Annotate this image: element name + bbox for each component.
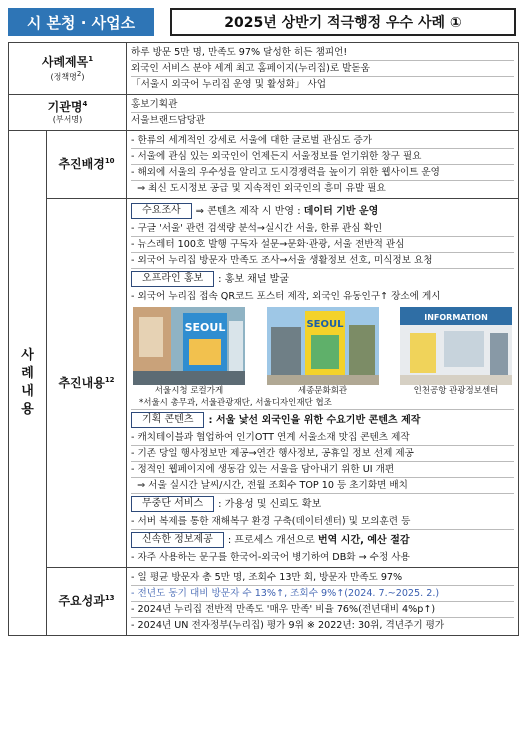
poster-photo-incheon-airport [400,307,512,385]
uninterrupted-heading: 무중단 서비스 : 가용성 및 신뢰도 확보 [131,494,514,514]
org-label: 기관명$^4$ (부서명) [9,95,127,131]
case-table [8,42,519,636]
content-label: 추진내용$^{12}$ [47,199,127,568]
photo-card [133,307,245,397]
planning-line: - 캐치테이블과 협업하여 인기OTT 연계 서울소재 맛집 콘텐츠 제작 [131,430,514,446]
header-title: 2025년 상반기 적극행정 우수 사례 ① [170,8,516,36]
results-line-highlight: - 전년도 동기 대비 방문자 수 13%↑, 조회수 9%↑(2024. 7.~2025. 2.) [131,586,514,602]
header-category: 시 본청 · 사업소 [8,8,154,36]
svg-text:SEOUL: SEOUL [184,321,226,334]
results-line: - 2024년 UN 전자정부(누리집) 평가 9위 ※ 2022년: 30위, 격년주기 평가 [131,620,445,631]
offline-heading: 오프라인 홍보 : 홍보 채널 발굴 [131,269,514,289]
results-label: 주요성과$^{13}$ [47,568,127,636]
photo-row [131,304,514,397]
case-title-line: 외국인 서비스 분야 세계 최고 홈페이지(누리집)로 발돋움 [131,61,514,77]
photo-card [400,307,512,397]
background-line: - 서울에 관심 있는 외국인이 언제든지 서울정보를 얻기위한 창구 필요 [131,149,514,165]
results-line: - 2024년 누리집 전반적 만족도 '매우 만족' 비율 76%(전년대비 4%p↑) [131,602,514,618]
uninterrupted-line: - 서버 복제를 통한 재해복구 환경 구축(데이터센터) 및 모의훈련 등 [131,514,514,530]
content-body [127,199,519,568]
case-title-line: 하루 방문 5만 명, 만족도 97% 달성한 히든 챔피언! [131,45,514,61]
photo-note: *서울시 총무과, 서울관광재단, 서울디자인재단 협조 [139,398,332,408]
offline-line: - 외국어 누리집 접속 QR코드 포스터 제작, 외국인 유동인구↑ 장소에 게시 [131,291,441,302]
planning-heading: 기획 콘텐츠 : 서울 낯선 외국인을 위한 수요기반 콘텐츠 제작 [131,409,514,430]
case-title-content [127,43,519,95]
svg-text:SEOUL: SEOUL [305,319,344,330]
background-line: - 해외에 서울의 우수성을 알리고 도시경쟁력을 높이기 위한 웹사이트 운영 [131,165,514,181]
case-title-label: 사례제목$^1$ (정책명$^2$) [9,43,127,95]
planning-line: - 기존 당일 행사정보만 제공→연간 행사정보, 공휴일 정보 선제 제공 [131,446,514,462]
photo-caption: 서울시청 로컬가게 [154,386,224,396]
background-content [127,131,519,199]
background-label: 추진배경$^{10}$ [47,131,127,199]
case-title-line: 「서울시 외국어 누리집 운영 및 활성화」 사업 [131,79,327,90]
background-line: - 한류의 세계적인 강세로 서울에 대한 글로벌 관심도 증가 [131,133,514,149]
offline-tag: 오프라인 홍보 [131,271,214,287]
planning-line: - 정적인 웹페이지에 생동감 있는 서울을 담아내기 위한 UI 개편 [131,462,514,478]
research-line: - 구글 '서울' 관련 검색량 분석→실시간 서울, 한류 관심 확인 [131,221,514,237]
case-content-side-label: 사 례 내 용 [9,131,47,636]
photo-caption: 인천공항 관광정보센터 [413,386,499,396]
research-line: - 뉴스레터 100호 발행 구독자 설문→문화·관광, 서울 전반적 관심 [131,237,514,253]
research-heading: 수요조사 ⇒ 콘텐츠 제작 시 반영 : 데이터 기반 운영 [131,201,514,221]
org-line: 서울브랜드담당관 [131,115,206,126]
poster-photo-city-hall [133,307,245,385]
research-tag: 수요조사 [131,203,192,219]
rapid-tag: 신속한 정보제공 [131,532,224,548]
rapid-line: - 자주 사용하는 문구를 한국어-외국어 병기하여 DB화 → 수정 사용 [131,552,410,563]
research-line: - 외국어 누리집 방문자 만족도 조사→서울 생활정보 선호, 미식정보 요청 [131,253,514,269]
results-line: - 일 평균 방문자 총 5만 명, 조회수 13만 회, 방문자 만족도 97% [131,570,514,586]
rapid-heading: 신속한 정보제공 : 프로세스 개선으로 번역 시간, 예산 절감 [131,530,514,550]
photo-caption: 세종문화회관 [297,386,348,396]
poster-photo-sejong-center [267,307,379,385]
background-line: ⇒ 최신 도시정보 공급 및 지속적인 외국인의 흥미 유발 필요 [131,183,386,194]
planning-tag: 기획 콘텐츠 [131,412,204,428]
svg-text:INFORMATION: INFORMATION [424,313,488,322]
planning-line: ⇒ 서울 실시간 날씨/시간, 전월 조회수 TOP 10 등 초기화면 배치 [131,478,514,494]
results-content [127,568,519,636]
org-line: 홍보기획관 [131,97,514,113]
uninterrupted-tag: 무중단 서비스 [131,496,214,512]
org-content [127,95,519,131]
photo-card [267,307,379,397]
